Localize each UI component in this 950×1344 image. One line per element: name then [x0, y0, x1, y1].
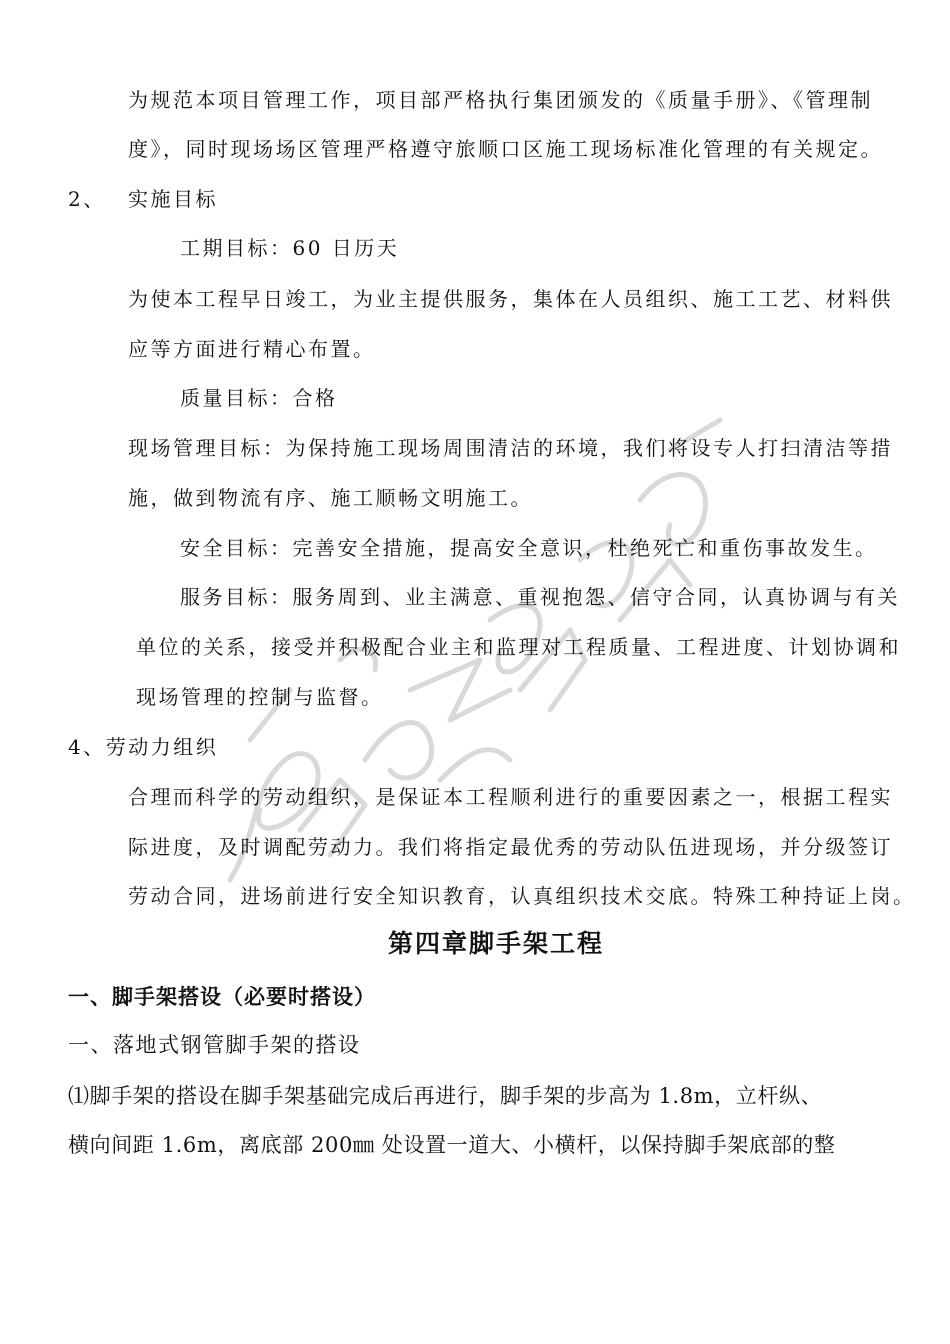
paragraph-line: 为规范本项目管理工作，项目部严格执行集团颁发的《质量手册》、《管理制: [128, 88, 873, 112]
safety-goal: 安全目标：完善安全措施，提高安全意识，杜绝死亡和重伤事故发生。: [180, 536, 878, 560]
section-title: 一、脚手架搭设（必要时搭设）: [68, 985, 376, 1009]
quality-goal: 质量目标：合格: [180, 386, 338, 410]
list-item-number: 2、: [68, 187, 106, 211]
schedule-goal: 工期目标：60 日历天: [180, 236, 400, 260]
paragraph-line: 现场管理目标：为保持施工现场周围清洁的环境，我们将设专人打扫清洁等措: [128, 436, 893, 460]
paragraph-line: 横向间距 1.6m，离底部 200㎜ 处设置一道大、小横杆，以保持脚手架底部的整: [68, 1133, 836, 1157]
list-item-title: 实施目标: [128, 187, 218, 211]
paragraph-line: 度》，同时现场场区管理严格遵守旅顺口区施工现场标准化管理的有关规定。: [128, 137, 883, 161]
service-goal-line: 现场管理的控制与监督。: [136, 685, 384, 709]
paragraph-line: 际进度，及时调配劳动力。我们将指定最优秀的劳动队伍进现场，并分级签订: [128, 835, 893, 859]
paragraph-line: 应等方面进行精心布置。: [128, 337, 376, 361]
service-goal-line: 单位的关系，接受并积极配合业主和监理对工程质量、工程进度、计划协调和: [136, 635, 901, 659]
list-item-title: 4、劳动力组织: [68, 735, 219, 759]
paragraph-line: 劳动合同，进场前进行安全知识教育，认真组织技术交底。特殊工种持证上岗。: [128, 884, 916, 908]
chapter-title: 第四章脚手架工程: [388, 929, 605, 958]
paragraph-line: 合理而科学的劳动组织，是保证本工程顺利进行的重要因素之一，根据工程实: [128, 785, 893, 809]
service-goal-line: 服务目标：服务周到、业主满意、重视抱怨、信守合同，认真协调与有关: [180, 585, 900, 609]
subsection-title: 一、落地式钢管脚手架的搭设: [68, 1033, 361, 1057]
paragraph-line: 施，做到物流有序、施工顺畅文明施工。: [128, 486, 533, 510]
paragraph-line: 为使本工程早日竣工，为业主提供服务，集体在人员组织、施工工艺、材料供: [128, 287, 893, 311]
paragraph-line: ⑴脚手架的搭设在脚手架基础完成后再进行，脚手架的步高为 1.8m，立杆纵、: [68, 1084, 823, 1108]
